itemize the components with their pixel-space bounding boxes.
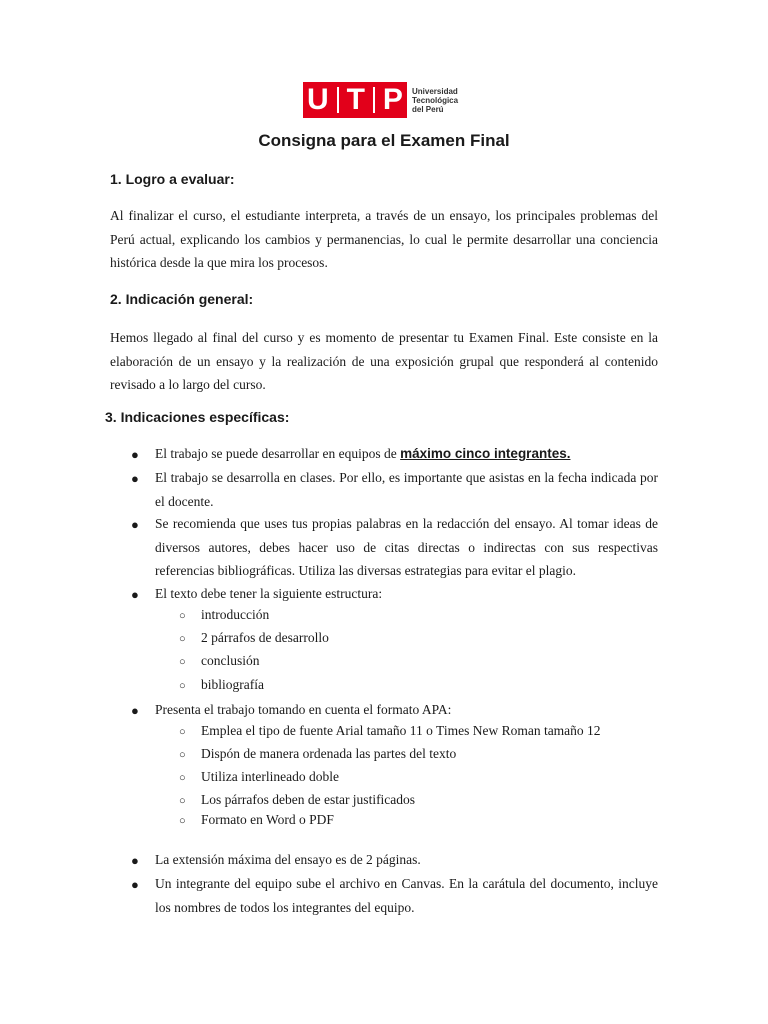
sub-list-item: conclusión xyxy=(201,653,260,668)
sub-list-item: Los párrafos deben de estar justificados xyxy=(201,792,416,807)
logo-line: Universidad xyxy=(412,86,458,96)
sub-list-item: Dispón de manera ordenada las partes del texto xyxy=(201,746,457,761)
bullet-icon: ● xyxy=(131,703,139,718)
section-text-indicacion-general: Hemos llegado al final del curso y es momento de presentar tu Examen Final. Este consiste en la elaboración de un ensayo y la realización de una exposición grupal que responderá al contenido revisado a lo largo del curso. xyxy=(110,330,658,392)
utp-logo xyxy=(303,82,458,118)
sub-list-item: introducción xyxy=(201,607,270,622)
sub-bullet-icon: ○ xyxy=(179,795,186,807)
sub-list-item: 2 párrafos de desarrollo xyxy=(201,630,329,645)
sub-bullet-icon: ○ xyxy=(179,815,186,827)
bullet-icon: ● xyxy=(131,853,139,868)
bullet-icon: ● xyxy=(131,447,139,462)
bullet-icon: ● xyxy=(131,517,139,532)
section-heading-logro: 1. Logro a evaluar: xyxy=(110,171,235,187)
emphasis-max-members: máximo cinco integrantes. xyxy=(400,446,571,461)
list-item: El trabajo se desarrolla en clases. Por ello, es importante que asistas en la fecha indicada por el docente. xyxy=(155,470,658,509)
section-text-logro: Al finalizar el curso, el estudiante interpreta, a través de un ensayo, los principales problemas del Perú actual, explicando los cambios y permanencias, lo cual le permite desarrollar una conciencia histórica desde la que mira los procesos. xyxy=(110,208,658,270)
sub-bullet-icon: ○ xyxy=(179,772,186,784)
list-item-text: El trabajo se puede desarrollar en equipos de xyxy=(155,446,401,461)
logo-letter-u: U xyxy=(306,83,329,116)
logo-divider xyxy=(373,87,375,113)
sub-list-item: Formato en Word o PDF xyxy=(201,812,334,827)
list-item: Un integrante del equipo sube el archivo en Canvas. En la carátula del documento, incluye los nombres de todos los integrantes del equipo. xyxy=(155,876,658,915)
list-item xyxy=(155,442,658,466)
sub-bullet-icon: ○ xyxy=(179,680,186,692)
sub-list-item: Utiliza interlineado doble xyxy=(201,769,339,784)
sub-bullet-icon: ○ xyxy=(179,656,186,668)
section-heading-indicacion-general: 2. Indicación general: xyxy=(110,291,254,307)
logo-wordmark xyxy=(412,87,458,114)
bullet-icon: ● xyxy=(131,877,139,892)
page-title: Consigna para el Examen Final xyxy=(258,131,510,150)
bullet-icon: ● xyxy=(131,587,139,602)
sub-list-item: Emplea el tipo de fuente Arial tamaño 11 o Times New Roman tamaño 12 xyxy=(201,723,601,738)
list-item: Se recomienda que uses tus propias palabras en la redacción del ensayo. Al tomar ideas de diversos autores, debes hacer uso de citas directas o indirectas con sus respectivas referencias bibliográficas. Utiliza las diversas estrategias para evitar el plagio. xyxy=(155,516,658,578)
sub-bullet-icon: ○ xyxy=(179,749,186,761)
list-item: El texto debe tener la siguiente estructura: xyxy=(155,586,383,601)
logo-line: del Perú xyxy=(412,104,444,114)
sub-list-item: bibliografía xyxy=(201,677,264,692)
bullet-icon: ● xyxy=(131,471,139,486)
logo-line: Tecnológica xyxy=(412,95,459,105)
list-item: La extensión máxima del ensayo es de 2 páginas. xyxy=(155,852,421,867)
sub-bullet-icon: ○ xyxy=(179,610,186,622)
logo-divider xyxy=(337,87,339,113)
logo-letter-t: T xyxy=(346,83,365,116)
logo-letter-p: P xyxy=(382,83,403,116)
list-item: Presenta el trabajo tomando en cuenta el formato APA: xyxy=(155,702,452,717)
logo-mark xyxy=(303,82,407,118)
sub-bullet-icon: ○ xyxy=(179,726,186,738)
sub-bullet-icon: ○ xyxy=(179,633,186,645)
section-heading-indicaciones-especificas: 3. Indicaciones específicas: xyxy=(105,409,290,425)
